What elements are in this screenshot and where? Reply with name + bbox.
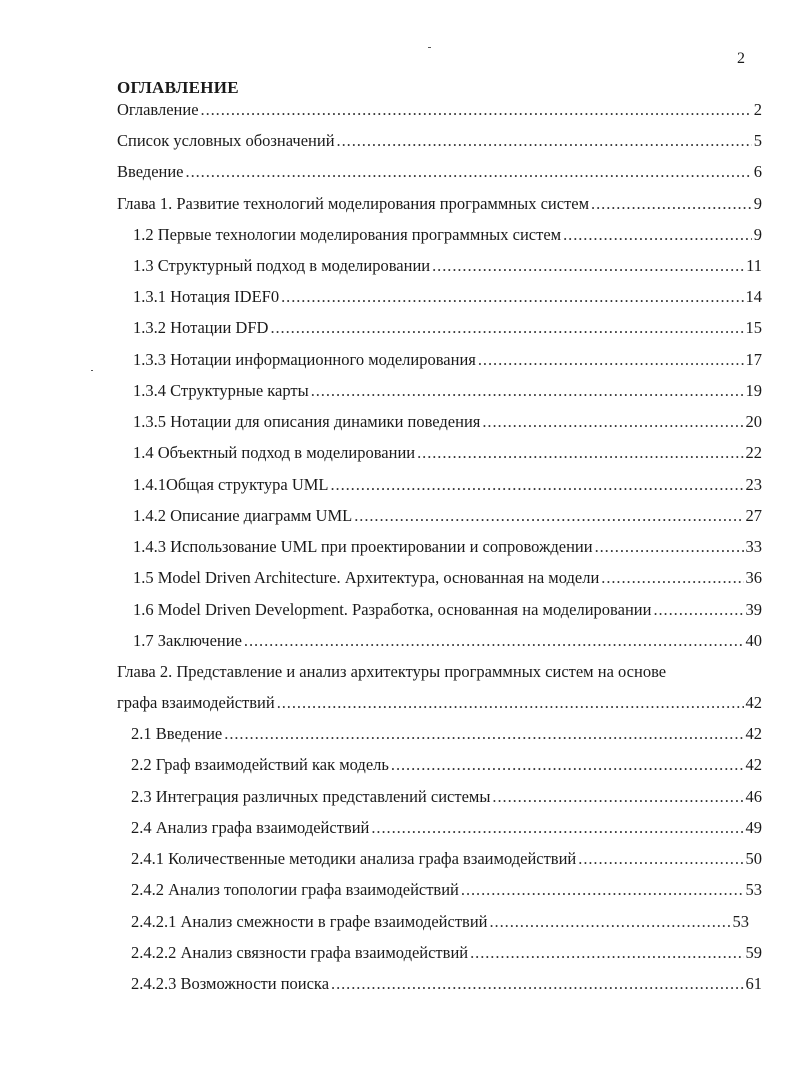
toc-entry-label: 1.3.4 Структурные карты xyxy=(133,381,309,400)
toc-entry-page: 11 xyxy=(746,256,762,275)
toc-entry-page: 20 xyxy=(745,412,762,431)
toc-entry-page: 22 xyxy=(745,443,762,462)
toc-dot-leader xyxy=(277,693,744,713)
toc-entry[interactable] xyxy=(117,194,762,214)
toc-entry-label: 2.4 Анализ графа взаимодействий xyxy=(131,818,370,837)
toc-entry-page: 53 xyxy=(732,912,749,931)
toc-entry-label: 1.3.5 Нотации для описания динамики поведения xyxy=(133,412,481,431)
toc-entry-page: 59 xyxy=(745,943,762,962)
page-number: 2 xyxy=(737,50,745,67)
toc-entry[interactable] xyxy=(133,568,762,588)
toc-entry-label: 1.2 Первые технологии моделирования программных систем xyxy=(133,225,562,244)
toc-entry-label: 2.4.2.3 Возможности поиска xyxy=(131,974,330,993)
toc-entry[interactable] xyxy=(133,600,762,620)
toc-entry-page: 2 xyxy=(753,100,762,119)
toc-entry-label: 2.3 Интеграция различных представлений системы xyxy=(131,787,491,806)
toc-entry-page: 23 xyxy=(745,475,762,494)
toc-entry-label: Список условных обозначений xyxy=(117,131,335,150)
page-title: ОГЛАВЛЕНИЕ xyxy=(117,78,239,97)
toc-entry-label: 2.4.2.2 Анализ связности графа взаимодействий xyxy=(131,943,469,962)
toc-entry-label: Введение xyxy=(117,162,184,181)
toc-chapter-heading-line[interactable]: Глава 2. Представление и анализ архитектуры программных систем на основе xyxy=(117,662,667,681)
toc-entry[interactable] xyxy=(131,912,749,932)
toc-entry[interactable] xyxy=(131,880,762,900)
scan-speck xyxy=(428,47,431,48)
toc-entry-page: 19 xyxy=(745,381,762,400)
toc-entry-label: 1.7 Заключение xyxy=(133,631,242,650)
toc-entry[interactable] xyxy=(117,162,762,182)
toc-dot-leader xyxy=(391,755,744,775)
toc-dot-leader xyxy=(578,849,743,869)
toc-entry-page: 42 xyxy=(745,724,762,743)
toc-dot-leader xyxy=(490,912,731,932)
toc-entry[interactable] xyxy=(131,787,762,807)
toc-entry-page: 9 xyxy=(753,194,762,213)
toc-entry[interactable] xyxy=(117,131,762,151)
toc-dot-leader xyxy=(653,600,743,620)
toc-dot-leader xyxy=(354,506,743,526)
toc-dot-leader xyxy=(337,131,752,151)
toc-entry-page: 42 xyxy=(745,693,762,712)
toc-entry[interactable] xyxy=(133,256,762,276)
toc-entry-label: 2.2 Граф взаимодействий как модель xyxy=(131,755,389,774)
toc-dot-leader xyxy=(595,537,744,557)
toc-entry-page: 40 xyxy=(745,631,762,650)
toc-dot-leader xyxy=(331,974,743,994)
toc-dot-leader xyxy=(482,412,743,432)
toc-dot-leader xyxy=(461,880,744,900)
toc-entry-label: графа взаимодействий xyxy=(117,693,275,712)
toc-dot-leader xyxy=(601,568,743,588)
toc-dot-leader xyxy=(432,256,744,276)
toc-dot-leader xyxy=(311,381,744,401)
toc-entry-page: 33 xyxy=(745,537,762,556)
toc-dot-leader xyxy=(563,225,752,245)
toc-dot-leader xyxy=(244,631,744,651)
toc-entry-label: 2.1 Введение xyxy=(131,724,223,743)
toc-entry-label: 2.4.1 Количественные методики анализа графа взаимодействий xyxy=(131,849,577,868)
toc-entry-label: 1.4.2 Описание диаграмм UML xyxy=(133,506,353,525)
toc-entry-page: 6 xyxy=(753,162,762,181)
toc-dot-leader xyxy=(224,724,743,744)
toc-dot-leader xyxy=(270,318,743,338)
toc-entry[interactable] xyxy=(131,943,762,963)
toc-entry-page: 17 xyxy=(745,350,762,369)
toc-entry[interactable] xyxy=(117,693,762,713)
toc-entry-label: 1.5 Model Driven Architecture. Архитектура, основанная на модели xyxy=(133,568,600,587)
toc-entry-page: 36 xyxy=(745,568,762,587)
toc-entry[interactable] xyxy=(133,412,762,432)
toc-entry-label: 1.3.1 Нотация IDEF0 xyxy=(133,287,280,306)
toc-entry[interactable] xyxy=(133,506,762,526)
toc-entry-label: 1.3 Структурный подход в моделировании xyxy=(133,256,431,275)
toc-dot-leader xyxy=(591,194,752,214)
toc-entry[interactable] xyxy=(133,318,762,338)
toc-entry-page: 14 xyxy=(745,287,762,306)
toc-entry-label: 2.4.2.1 Анализ смежности в графе взаимодействий xyxy=(131,912,488,931)
toc-entry-page: 39 xyxy=(745,600,762,619)
toc-entry-page: 15 xyxy=(745,318,762,337)
toc-entry-page: 61 xyxy=(745,974,762,993)
toc-entry[interactable] xyxy=(131,724,762,744)
toc-entry-label: 2.4.2 Анализ топологии графа взаимодействий xyxy=(131,880,459,899)
toc-dot-leader xyxy=(330,475,743,495)
toc-dot-leader xyxy=(478,350,744,370)
toc-entry[interactable] xyxy=(117,100,762,120)
scan-speck xyxy=(91,370,93,371)
toc-entry-page: 49 xyxy=(745,818,762,837)
toc-dot-leader xyxy=(417,443,743,463)
toc-entry-label: 1.4.3 Использование UML при проектировании и сопровождении xyxy=(133,537,593,556)
toc-entry[interactable] xyxy=(133,537,762,557)
toc-dot-leader xyxy=(201,100,752,120)
toc-entry-page: 46 xyxy=(745,787,762,806)
toc-entry-label: Глава 1. Развитие технологий моделирования программных систем xyxy=(117,194,590,213)
toc-entry-page: 42 xyxy=(745,755,762,774)
toc-dot-leader xyxy=(492,787,743,807)
toc-entry[interactable] xyxy=(133,443,762,463)
toc-entry-label: 1.3.3 Нотации информационного моделирования xyxy=(133,350,476,369)
toc-entry[interactable] xyxy=(133,631,762,651)
toc-entry[interactable] xyxy=(131,755,762,775)
toc-dot-leader xyxy=(371,818,743,838)
toc-entry[interactable] xyxy=(131,974,762,994)
toc-entry-page: 9 xyxy=(753,225,762,244)
toc-entry-label: 1.3.2 Нотации DFD xyxy=(133,318,269,337)
toc-entry[interactable] xyxy=(133,225,762,245)
toc-entry-page: 53 xyxy=(745,880,762,899)
toc-entry[interactable] xyxy=(133,287,762,307)
toc-entry-label: Оглавление xyxy=(117,100,199,119)
toc-entry-page: 50 xyxy=(745,849,762,868)
toc-entry-label: 1.4 Объектный подход в моделировании xyxy=(133,443,416,462)
toc-entry[interactable] xyxy=(133,475,762,495)
toc-dot-leader xyxy=(470,943,743,963)
toc-dot-leader xyxy=(281,287,743,307)
toc-entry[interactable] xyxy=(133,381,762,401)
toc-entry[interactable] xyxy=(133,350,762,370)
toc-entry-label: 1.6 Model Driven Development. Разработка, основанная на моделировании xyxy=(133,600,652,619)
toc-entry-page: 5 xyxy=(753,131,762,150)
toc-entry[interactable] xyxy=(131,849,762,869)
toc-entry[interactable] xyxy=(131,818,762,838)
toc-dot-leader xyxy=(186,162,752,182)
toc-entry-label: 1.4.1Общая структура UML xyxy=(133,475,329,494)
toc-entry-page: 27 xyxy=(745,506,762,525)
